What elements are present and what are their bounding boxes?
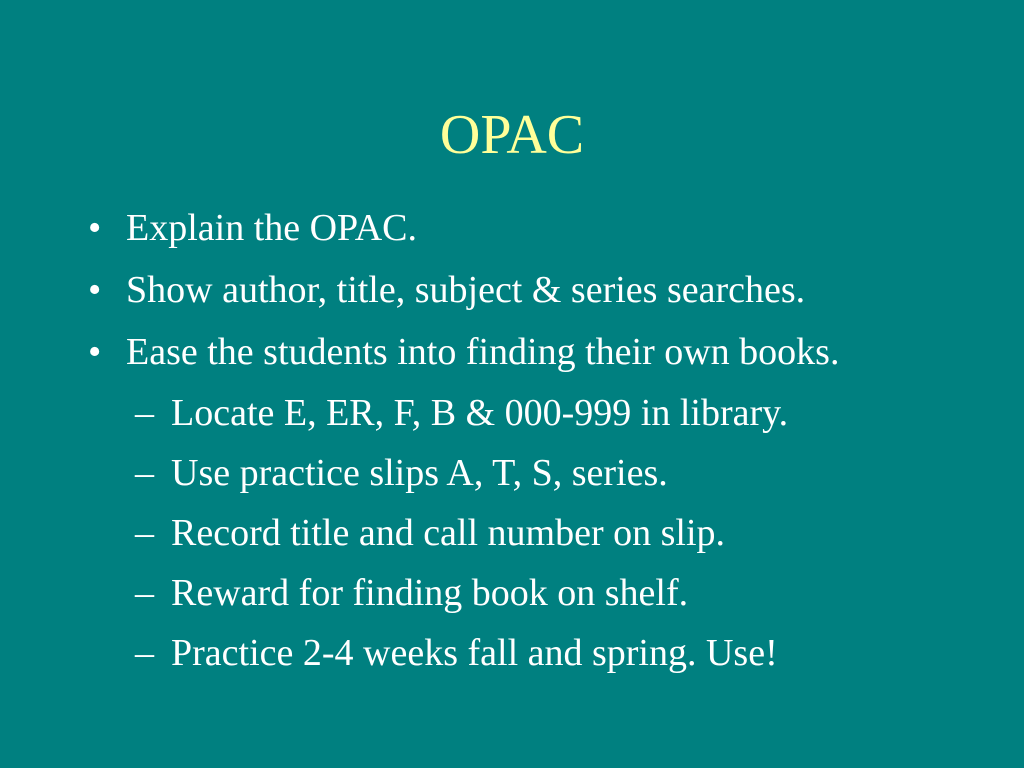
bullet-item	[0, 326, 886, 378]
bullet-text: Ease the students into finding their own books.	[126, 331, 840, 373]
slide-content	[0, 202, 1024, 688]
sub-bullet-item	[0, 448, 971, 498]
sub-bullet-marker: –	[135, 632, 154, 674]
bullet-marker: •	[88, 269, 102, 311]
sub-bullet-text: Locate E, ER, F, B & 000-999 in library.	[171, 392, 789, 434]
sub-bullet-marker: –	[135, 392, 154, 434]
sub-bullet-marker: –	[135, 572, 154, 614]
bullet-item	[0, 264, 886, 316]
sub-bullet-marker: –	[135, 512, 154, 554]
bullet-marker: •	[88, 331, 102, 373]
bullet-text: Show author, title, subject & series searches.	[126, 269, 806, 311]
sub-bullet-item	[0, 388, 971, 438]
sub-bullet-marker: –	[135, 452, 154, 494]
sub-bullet-text: Use practice slips A, T, S, series.	[171, 452, 668, 494]
sub-bullet-item	[0, 568, 971, 618]
sub-bullet-text: Practice 2-4 weeks fall and spring. Use!	[171, 632, 778, 674]
bullet-item	[0, 202, 886, 254]
sub-bullet-item	[0, 508, 971, 558]
sub-bullet-text: Record title and call number on slip.	[171, 512, 726, 554]
bullet-text: Explain the OPAC.	[126, 207, 417, 249]
sub-bullet-text: Reward for finding book on shelf.	[171, 572, 689, 614]
bullet-marker: •	[88, 207, 102, 249]
sub-bullet-item	[0, 628, 971, 678]
slide-title: OPAC	[439, 104, 585, 166]
